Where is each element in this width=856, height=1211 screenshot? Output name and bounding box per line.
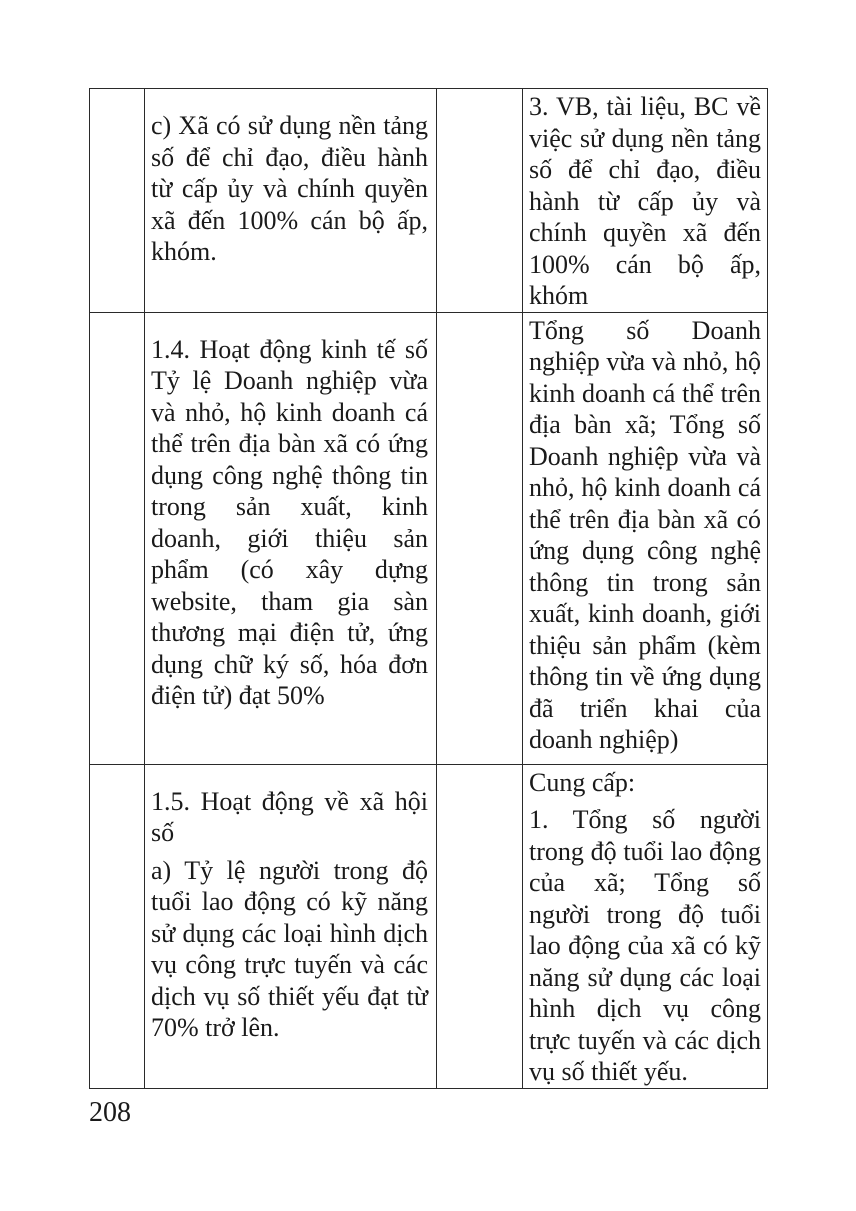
criterion-cell <box>145 764 437 1088</box>
table-row <box>90 764 768 1088</box>
criteria-table <box>89 88 768 1089</box>
criterion-text: c) Xã có sử dụng nền tảng số để chỉ đạo, điều hành từ cấp ủy và chính quyền xã đến 100% cán bộ ấp, khóm. <box>151 111 428 266</box>
criterion-text: 1.4. Hoạt động kinh tế số Tỷ lệ Doanh nghiệp vừa và nhỏ, hộ kinh doanh cá thể trên địa bàn xã có ứng dụng công nghệ thông tin trong sản xuất, kinh doanh, giới thiệu sản phẩm (có xây dựng website, tham gia sàn thương mại điện tử, ứng dụng chữ ký số, hóa đơn điện tử) đạt 50% <box>151 334 428 710</box>
requirement-text: 3. VB, tài liệu, BC về việc sử dụng nền tảng số để chỉ đạo, điều hành từ cấp ủy và chính quyền xã đến 100% cán bộ ấp, khóm <box>529 92 761 310</box>
table-row <box>90 312 768 764</box>
requirement-text: Tổng số Doanh nghiệp vừa và nhỏ, hộ kinh doanh cá thể trên địa bàn xã; Tổng số Doanh nghiệp vừa và nhỏ, hộ kinh doanh cá thể trên địa bàn xã có ứng dụng công nghệ thông tin trong sản xuất, kinh doanh, giới thiệu sản phẩm (kèm thông tin về ứng dụng đã triển khai của doanh nghiệp) <box>529 315 761 754</box>
index-cell <box>90 89 145 313</box>
requirement-cell <box>523 764 768 1088</box>
result-cell <box>437 764 523 1088</box>
criterion-cell <box>145 312 437 764</box>
requirement-heading: Cung cấp: <box>529 767 636 797</box>
requirement-text: 1. Tổng số người trong độ tuổi lao động của xã; Tổng số người trong độ tuổi lao động của xã có kỹ năng sử dụng các loại hình dịch vụ công trực tuyến và các dịch vụ số thiết yếu. <box>529 805 761 1086</box>
result-cell <box>437 312 523 764</box>
index-cell <box>90 764 145 1088</box>
page-number: 208 <box>89 1097 131 1128</box>
index-cell <box>90 312 145 764</box>
criterion-heading: 1.5. Hoạt động về xã hội số <box>151 786 428 847</box>
criterion-text: a) Tỷ lệ người trong độ tuổi lao động có kỹ năng sử dụng các loại hình dịch vụ công trực tuyến và các dịch vụ số thiết yếu đạt từ 70% trở lên. <box>151 855 428 1042</box>
result-cell <box>437 89 523 313</box>
requirement-cell <box>523 312 768 764</box>
criterion-cell <box>145 89 437 313</box>
table-row <box>90 89 768 313</box>
requirement-cell <box>523 89 768 313</box>
